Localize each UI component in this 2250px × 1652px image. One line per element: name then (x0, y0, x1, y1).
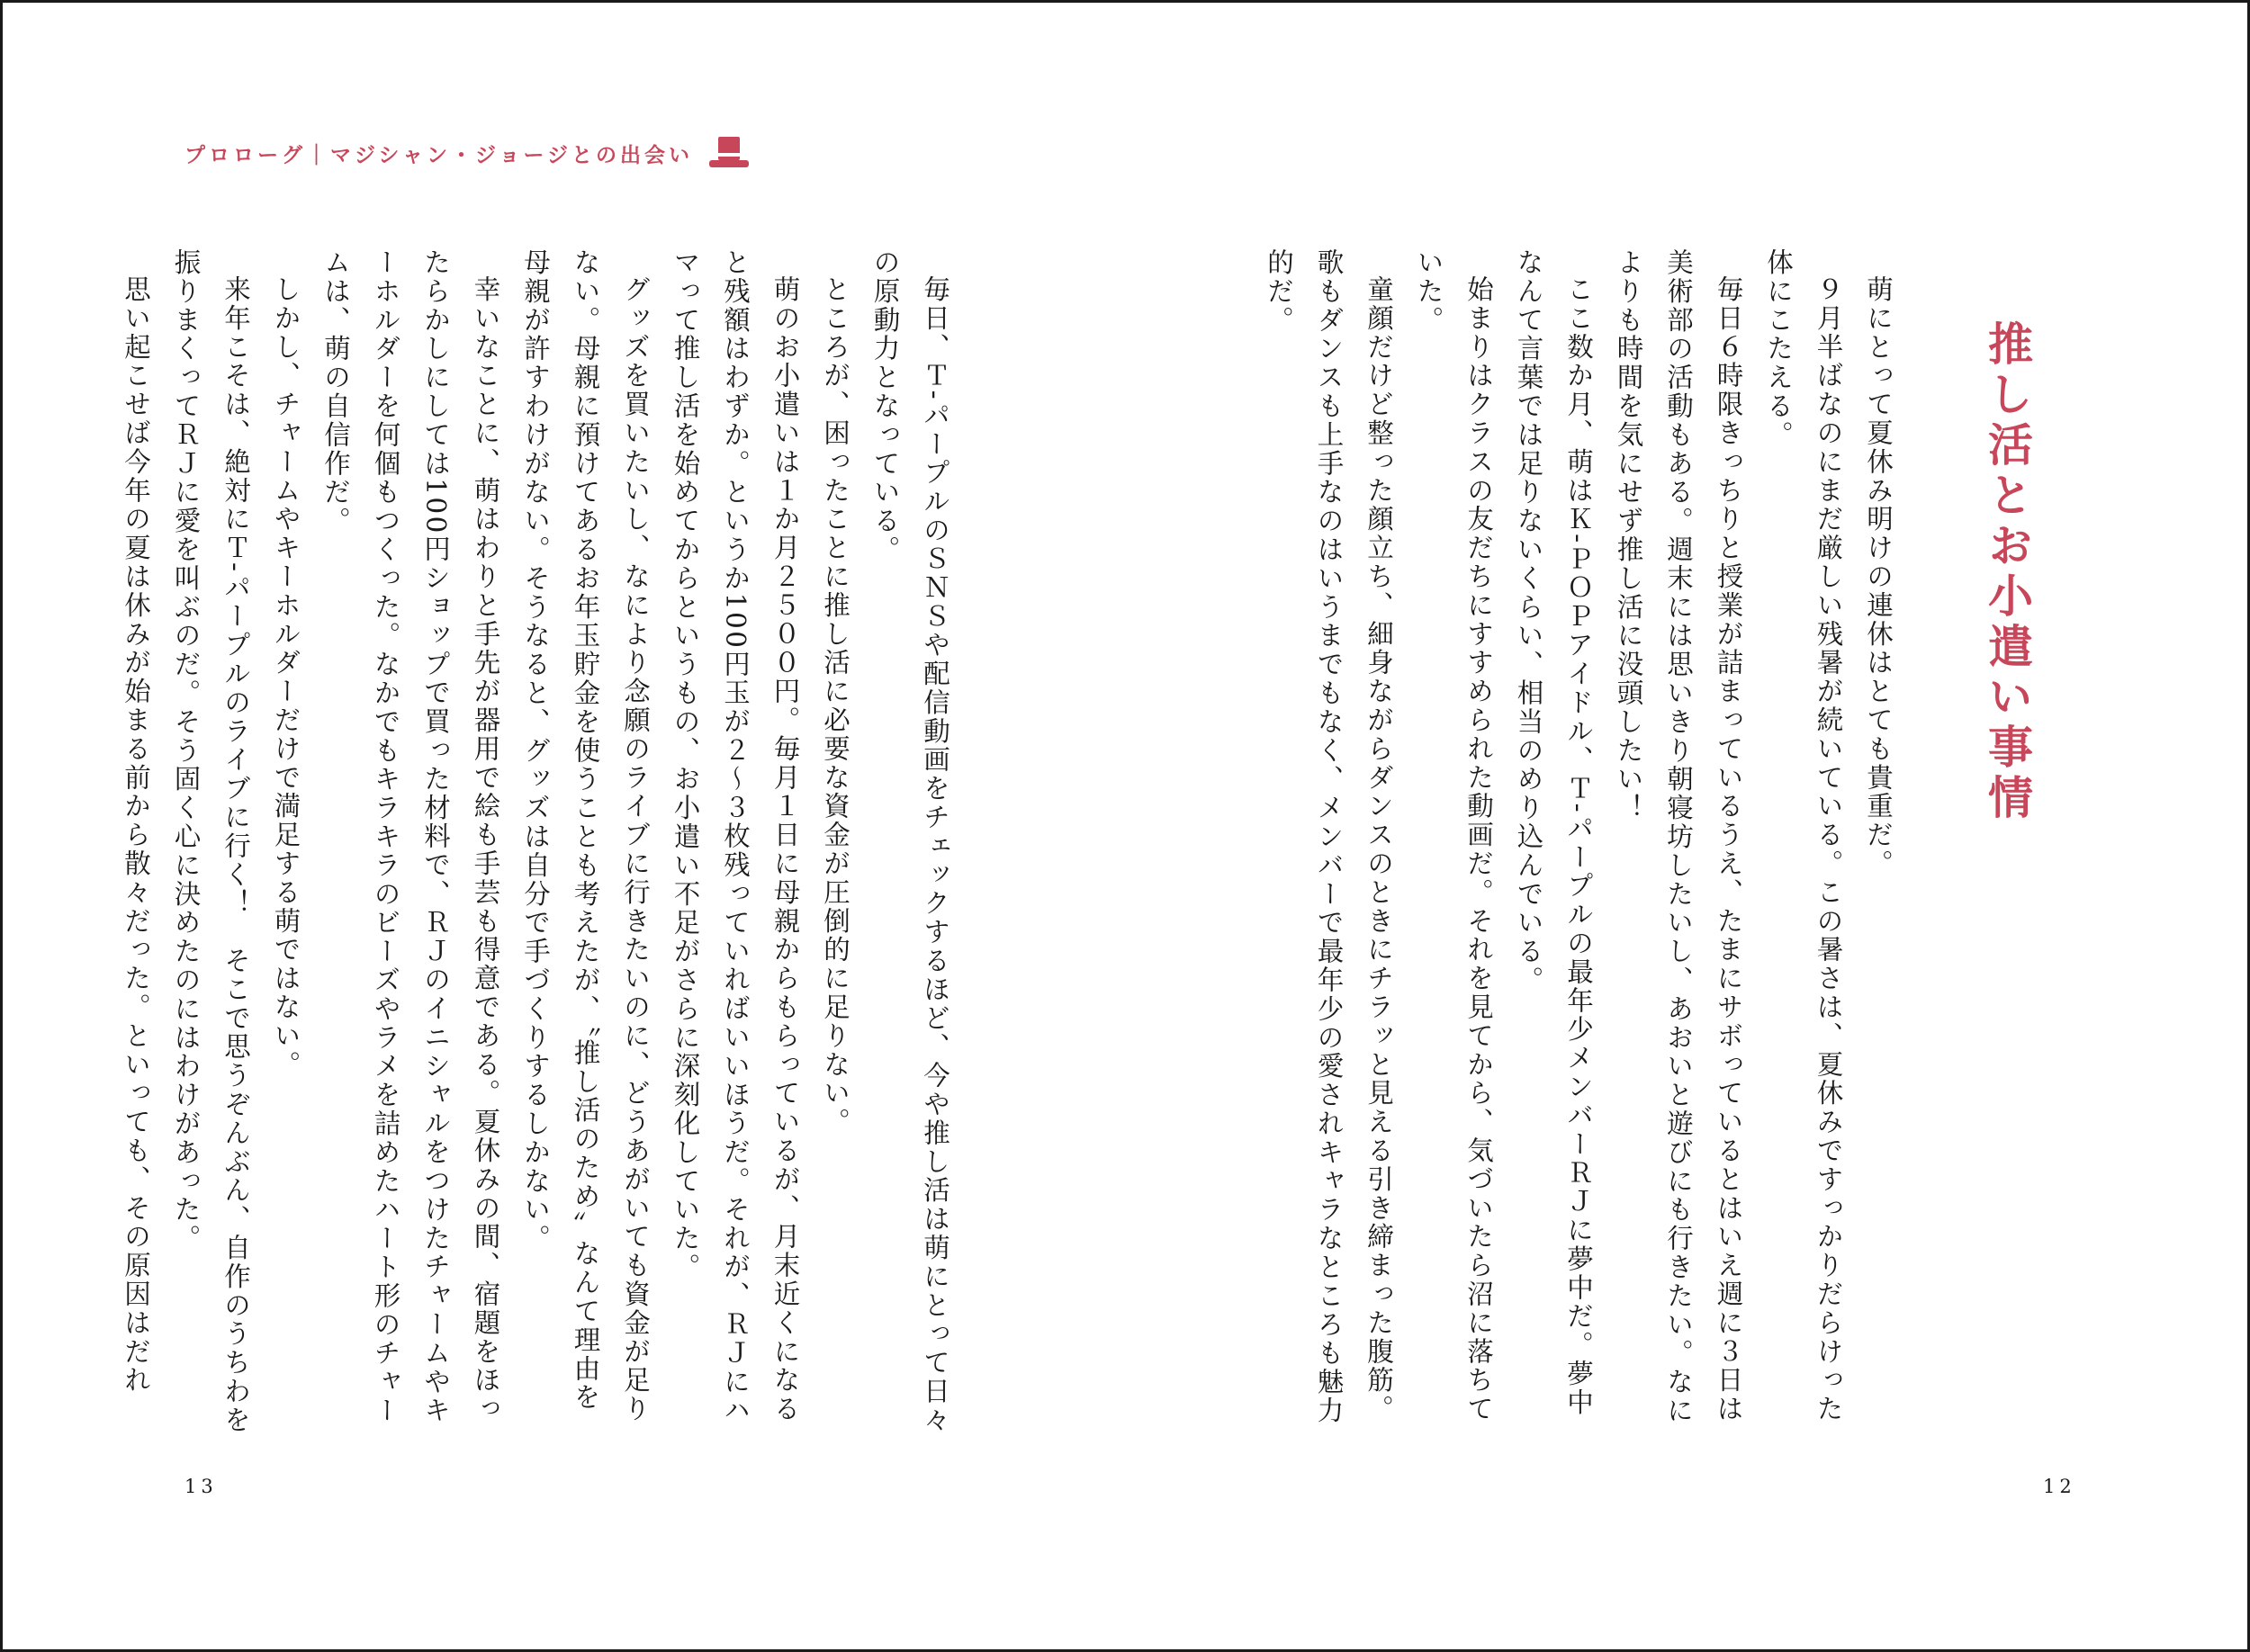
right-page-body (1264, 248, 1903, 1436)
paragraph: 萌のお小遣いは１か月２５００円。毎月１日に母親からもらっているが、月末近くになると残額はわずか。というか100円玉が２～３枚残っていればいいほうだ。それが、ＲＪにハマって推し活を始めてからというもの、お小遣い不足がさらに深刻化していた。 (670, 248, 801, 1425)
top-hat-icon (706, 135, 752, 171)
section-title: 推し活とお小遣い事情 (1981, 320, 2033, 824)
paragraph: ここ数か月、萌はＫ-ＰＯＰアイドル、Ｔ-パープルの最年少メンバーＲＪに夢中だ。夢中なんて言葉では足りないくらい、相当のめり込んでいる。 (1513, 248, 1594, 1417)
page-number-left: 13 (184, 1476, 218, 1497)
page-number-right: 12 (2043, 1476, 2076, 1497)
left-page-body (121, 248, 959, 1436)
paragraph: グッズを買いたいし、なにより念願のライブに行きたいのに、どうあがいても資金が足りない。母親に預けてあるお年玉貯金を使うことも考えたが、〝推し活のため〟なんて理由を母親が許すわけがない。そうなると、グッズは自分で手づくりするしかない。 (520, 248, 651, 1423)
paragraph: ９月半ばなのにまだ厳しい残暑が続いている。この暑さは、夏休みですっかりだらけった体にこたえる。 (1763, 248, 1844, 1423)
paragraph: 毎日、Ｔ-パープルのＳＮＳや配信動画をチェックするほど、今や推し活は萌にとって日々の原動力となっている。 (869, 248, 950, 1434)
paragraph: 思い起こせば今年の夏は休みが始まる前から散々だった。といっても、その原因はだれ (121, 274, 151, 1395)
paragraph: 毎日６時限きっちりと授業が詰まっているうえ、たまにサボっているとはいえ週に３日は美術部の活動もある。週末には思いきり朝寝坊したいし、あおいと遊びにも行きたい。なによりも時間を気にせず推し活に没頭したい！ (1613, 248, 1744, 1425)
running-header-title: プロローグ｜マジシャン・ジョージとの出会い (184, 143, 694, 167)
paragraph: ところが、困ったことに推し活に必要な資金が圧倒的に足りない。 (820, 274, 850, 1136)
paragraph: 童顔だけど整った顔立ち、細身ながらダンスのときにチラッと見える引き締まった腹筋。歌もダンスも上手なのはいうまでもなく、メンバーで最年少の愛されキャラなところも魅力的だ。 (1264, 248, 1394, 1425)
running-header (184, 135, 752, 171)
paragraph: 萌にとって夏休み明けの連休はとても貴重だ。 (1863, 274, 1894, 878)
paragraph: しかし、チャームやキーホルダーだけで満足する萌ではない。 (270, 274, 302, 1079)
paragraph: 来年こそは、絶対にＴ-パープルのライブに行く！ そこで思うぞんぶん、自作のうちわを振りまくってＲＪに愛を叫ぶのだ。そう固く心に決めたのにはわけがあった。 (170, 248, 251, 1434)
paragraph: 幸いなことに、萌はわりと手先が器用で絵も手芸も得意である。夏休みの間、宿題をほったらかしにしては100円ショップで買った材料で、ＲＪのイニシャルをつけたチャームやキーホルダーを何個もつくった。なかでもキラキラのビーズやラメを詰めたハート形のチャームは、萌の自信作だ。 (320, 248, 501, 1425)
paragraph: 始まりはクラスの友だちにすすめられた動画だ。それを見てから、気づいたら沼に落ちていた。 (1413, 248, 1494, 1423)
